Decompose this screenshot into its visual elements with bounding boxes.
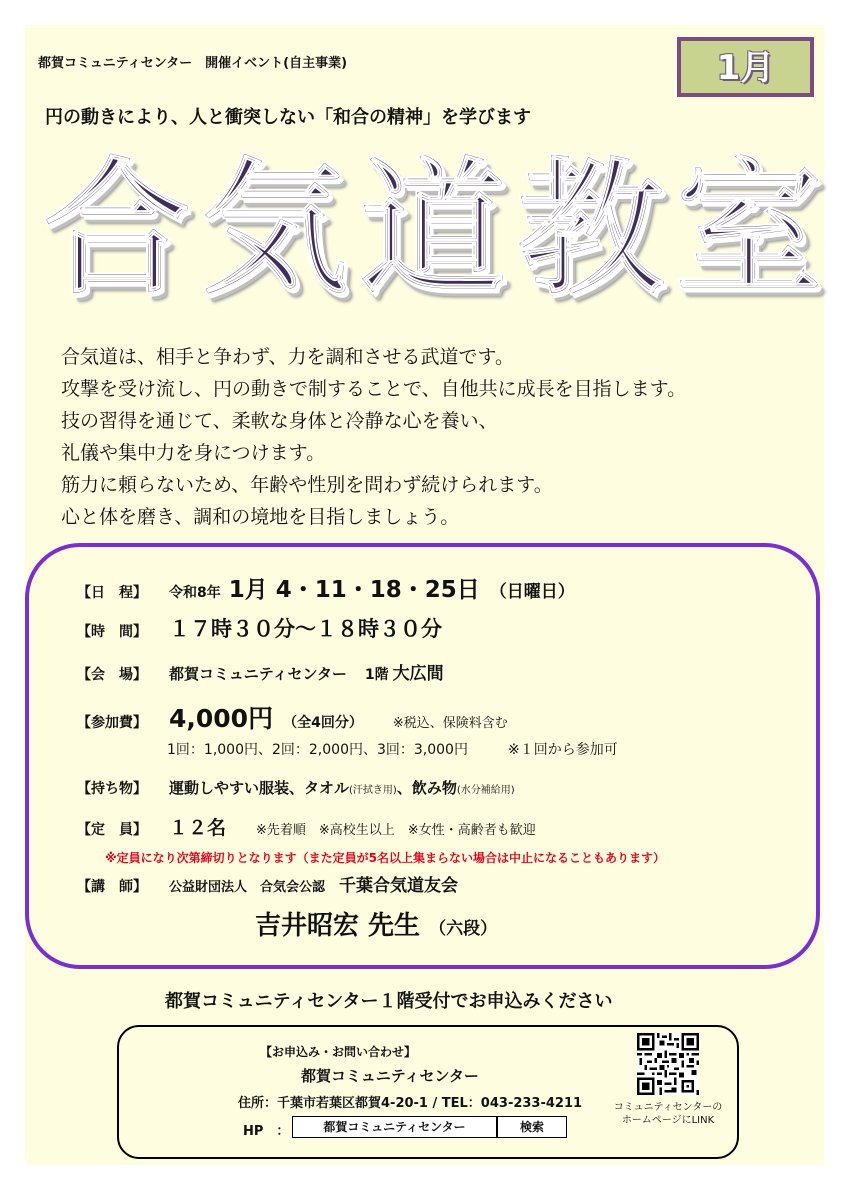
intro-text bbox=[61, 341, 686, 533]
intro-line: 攻撃を受け流し、円の動きで制することで、自他共に成長を目指します。 bbox=[61, 378, 687, 400]
fee-value: 4,000円 bbox=[169, 704, 274, 733]
instructor-name: 吉井昭宏 先生 bbox=[255, 911, 421, 941]
organizer-label: 都賀コミュニティセンター 開催イベント(自主事業) bbox=[38, 56, 348, 71]
instructor-rank: （六段） bbox=[429, 919, 498, 939]
schedule-dates: 1月 4・11・18・25日 bbox=[228, 577, 480, 603]
search-field: 都賀コミュニティセンター bbox=[292, 1116, 497, 1138]
venue-name: 都賀コミュニティセンター bbox=[169, 665, 347, 683]
venue-label: 【会 場】 bbox=[77, 667, 147, 683]
time-row bbox=[77, 613, 442, 643]
fee-note: ※税込、保険料含む bbox=[392, 716, 508, 731]
schedule-era: 令和8年 bbox=[169, 585, 221, 601]
intro-line: 心と体を磨き、調和の境地を目指しましょう。 bbox=[61, 506, 460, 528]
capacity-label: 【定 員】 bbox=[77, 822, 147, 838]
capacity-warning: ※定員になり次第締切りとなります（また定員が5名以上集まらない場合は中止になることもあります） bbox=[105, 851, 666, 865]
qr-caption-line: ホームページにLINK bbox=[621, 1115, 715, 1126]
qr-caption-line: コミュニティセンターの bbox=[613, 1102, 723, 1113]
apply-instructions: 都賀コミュニティセンター１階受付でお申込みください bbox=[165, 991, 613, 1012]
items-drink: 、飲み物 bbox=[396, 779, 457, 797]
search-button-image: 検索 bbox=[497, 1116, 567, 1138]
fee-row bbox=[77, 699, 508, 735]
qr-caption bbox=[609, 1101, 727, 1127]
schedule-day: （日曜日） bbox=[489, 582, 575, 602]
qr-code-icon[interactable] bbox=[637, 1033, 699, 1095]
items-main: 運動しやすい服装、タオル bbox=[169, 779, 350, 797]
time-value: １７時３０分～１８時３０分 bbox=[169, 617, 442, 641]
fee-breakdown-note: ※１回から参加可 bbox=[507, 742, 618, 758]
schedule-label: 【日 程】 bbox=[77, 585, 147, 601]
venue-room: 大広間 bbox=[392, 664, 444, 684]
month-badge: 1月 bbox=[677, 37, 814, 97]
tagline: 円の動きにより、人と衝突しない「和合の精神」を学びます bbox=[45, 107, 531, 128]
intro-line: 筋力に頼らないため、年齢や性別を問わず続けられます。 bbox=[61, 474, 553, 496]
time-label: 【時 間】 bbox=[77, 624, 147, 640]
hp-label: HP ： bbox=[243, 1124, 290, 1139]
fee-scope: （全4回分） bbox=[283, 715, 363, 731]
items-drink-note: (水分補給用) bbox=[456, 785, 515, 796]
instructor-label: 【講 師】 bbox=[77, 879, 147, 895]
capacity-row bbox=[77, 813, 536, 840]
venue-row bbox=[77, 659, 444, 684]
intro-line: 合気道は、相手と争わず、力を調和させる武道です。 bbox=[61, 346, 514, 368]
items-note: (汗拭き用) bbox=[349, 785, 397, 796]
capacity-value: １２名 bbox=[169, 817, 227, 839]
intro-line: 礼儀や集中力を身につけます。 bbox=[61, 442, 326, 464]
instructor-row bbox=[77, 871, 458, 896]
contact-heading: 【お申込み・お問い合わせ】 bbox=[260, 1045, 417, 1059]
instructor-group: 千葉合気道友会 bbox=[339, 876, 459, 896]
flyer-page bbox=[25, 25, 833, 1165]
venue-floor: 1階 bbox=[364, 667, 389, 683]
fee-breakdown: 1回：1,000円、2回：2,000円、3回：3,000円 bbox=[167, 742, 468, 758]
intro-line: 技の習得を通じて、柔軟な身体と冷静な心を養い、 bbox=[61, 410, 498, 432]
items-label: 【持ち物】 bbox=[77, 781, 147, 797]
contact-address: 住所：千葉市若葉区都賀4-20-1 / TEL：043-233-4211 bbox=[238, 1096, 583, 1111]
items-row bbox=[77, 777, 515, 798]
fee-label: 【参加費】 bbox=[77, 715, 147, 731]
fee-breakdown-row bbox=[167, 739, 618, 759]
capacity-notes: ※先着順 ※高校生以上 ※女性・高齢者も歓迎 bbox=[256, 823, 536, 838]
instructor-line bbox=[255, 905, 497, 942]
main-title: 合気道教室 bbox=[43, 141, 833, 315]
contact-name: 都賀コミュニティセンター bbox=[301, 1067, 479, 1085]
schedule-row bbox=[77, 571, 575, 604]
instructor-org: 公益財団法人 合気会公認 bbox=[169, 880, 326, 895]
